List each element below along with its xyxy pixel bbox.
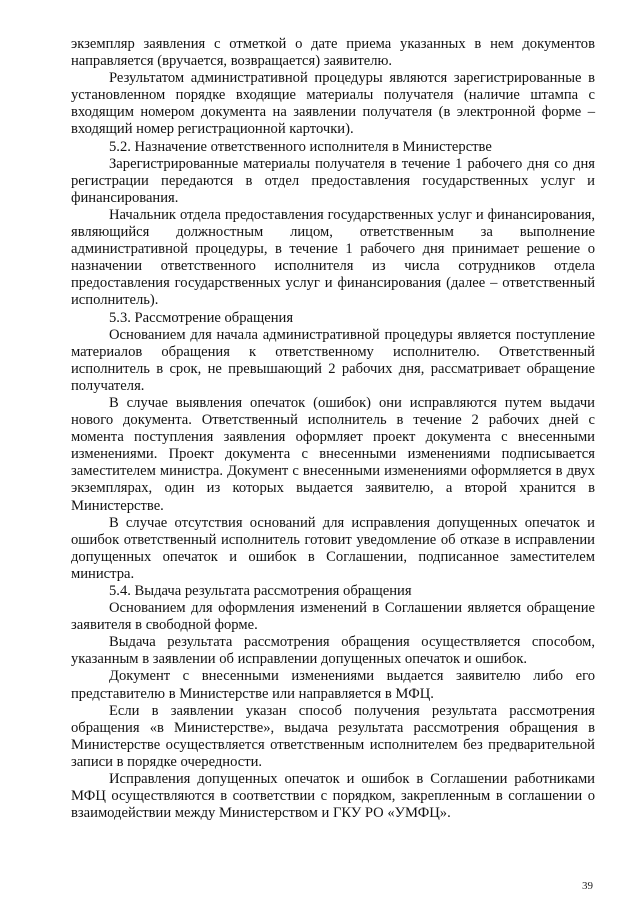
paragraph-grounds-start: Основанием для начала административной процедуры является поступление материалов обращения к ответственному исполнителю. Ответственный исполнитель в срок, не превышающий 2 рабочих дня, рассматривает обращение получателя. <box>71 326 595 394</box>
paragraph-continuation: экземпляр заявления с отметкой о дате приема указанных в нем документов направляется (вручается, возвращается) заявителю. <box>71 36 595 70</box>
paragraph-typo-correction: В случае выявления опечаток (ошибок) они исправляются путем выдачи нового документа. Ответственный исполнитель в течение 2 рабочих дней с момента поступления заявления оформляет проект документа с внесенными изменениями. Проект документа с внесенными изменениями подписывается заместителем министра. Документ с внесенными изменениями оформляется в двух экземплярах, один из которых выдается заявителю, а второй хранится в Министерстве. <box>71 394 595 514</box>
paragraph-grounds-changes: Основанием для оформления изменений в Соглашении является обращение заявителя в свободной форме. <box>71 600 595 634</box>
paragraph-no-grounds: В случае отсутствия оснований для исправления допущенных опечаток и ошибок ответственный исполнитель готовит уведомление об отказе в исправлении допущенных опечаток и ошибок в Соглашении, подписанное заместителем министра. <box>71 514 595 582</box>
document-body <box>71 36 595 822</box>
paragraph-document-issued: Документ с внесенными изменениями выдается заявителю либо его представителю в Министерстве или направляется в МФЦ. <box>71 668 595 702</box>
paragraph-in-ministry: Если в заявлении указан способ получения результата рассмотрения обращения «в Министерстве», выдача результата рассмотрения обращения в Министерстве осуществляется ответственным исполнителем без предварительной записи в порядке очередности. <box>71 702 595 770</box>
paragraph-result: Результатом административной процедуры являются зарегистрированные в установленном порядке входящие материалы получателя (наличие штампа с входящим номером документа на заявлении получателя (в электронной форме – входящий номер регистрационной карточки). <box>71 70 595 138</box>
section-heading-5-2: 5.2. Назначение ответственного исполнителя в Министерстве <box>109 138 492 155</box>
paragraph-registered-materials: Зарегистрированные материалы получателя в течение 1 рабочего дня со дня регистрации передаются в отдел предоставления государственных услуг и финансирования. <box>71 155 595 206</box>
paragraph-mfc-corrections: Исправления допущенных опечаток и ошибок в Соглашении работниками МФЦ осуществляются в соответствии с порядком, закрепленным в соглашении о взаимодействии между Министерством и ГКУ РО «УМФЦ». <box>71 771 595 822</box>
section-heading-5-4: 5.4. Выдача результата рассмотрения обращения <box>109 583 412 599</box>
paragraph-department-head: Начальник отдела предоставления государственных услуг и финансирования, являющийся должностным лицом, ответственным за выполнение административной процедуры, в течение 1 рабочего дня принимает решение о назначении ответственного исполнителя из числа сотрудников отдела предоставления государственных услуг и финансирования (далее – ответственный исполнитель). <box>71 206 595 309</box>
section-heading-5-3: 5.3. Рассмотрение обращения <box>109 309 294 326</box>
page-number: 39 <box>582 880 593 892</box>
paragraph-issuance-method: Выдача результата рассмотрения обращения осуществляется способом, указанным в заявлении об исправлении допущенных опечаток и ошибок. <box>71 634 595 668</box>
